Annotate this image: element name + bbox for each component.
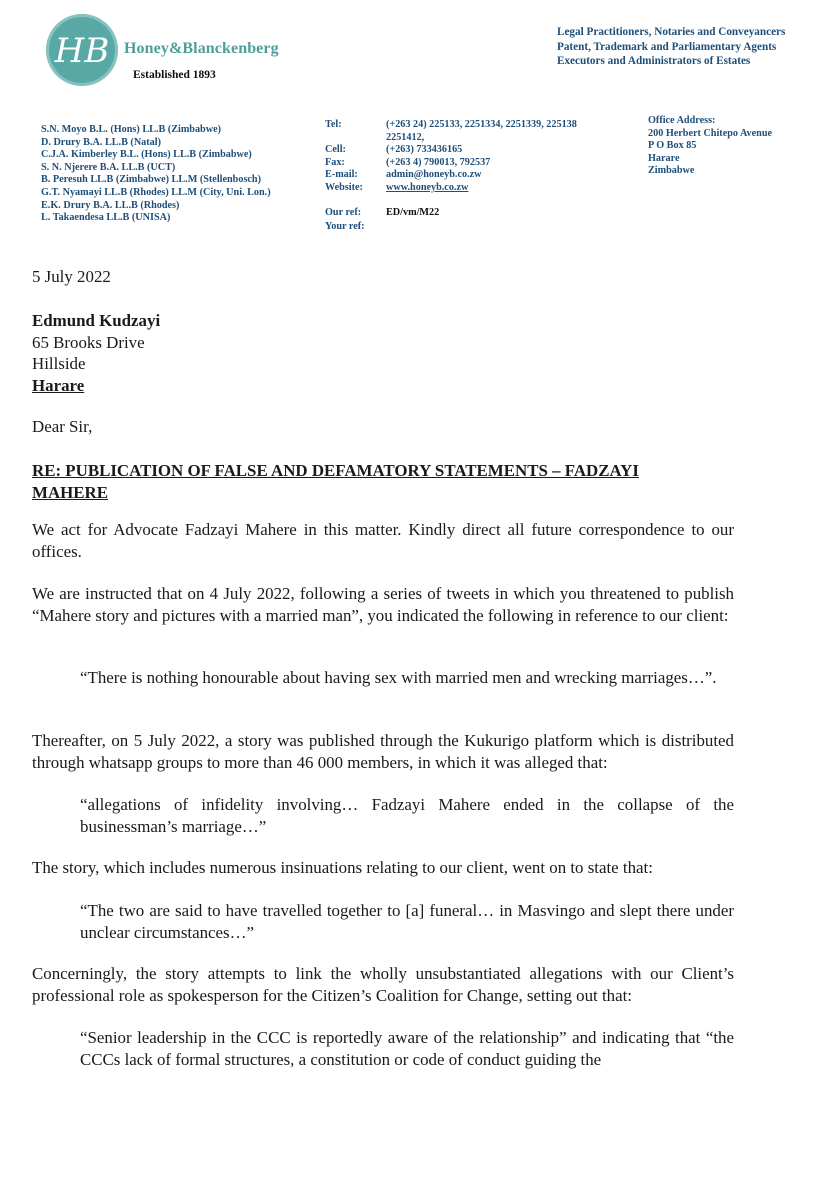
website-link[interactable]: www.honeyb.co.zw: [386, 181, 469, 193]
partner-name: G.T. Nyamayi LL.B (Rhodes) LL.M (City, Uni. Lon.): [41, 186, 271, 198]
practice-area-line: Legal Practitioners, Notaries and Conveyancers: [557, 26, 786, 38]
partner-name: L. Takaendesa LL.B (UNISA): [41, 212, 171, 224]
our-ref-label: Our ref:: [325, 207, 362, 219]
partner-name: S. N. Njerere B.A. LL.B (UCT): [41, 161, 176, 173]
tel-label: Tel:: [325, 119, 342, 130]
block-quote: “Senior leadership in the CCC is reportedly aware of the relationship” and indicating that “the CCCs lack of formal structures, a constitution or code of conduct guiding the: [80, 1028, 734, 1069]
recipient-address: Hillside: [32, 354, 86, 373]
spacer: [325, 195, 365, 208]
salutation: Dear Sir,: [32, 417, 93, 436]
website-label: Website:: [325, 181, 363, 193]
letter-date: 5 July 2022: [32, 267, 111, 286]
cell-label: Cell:: [325, 144, 346, 156]
logo-monogram-text: HB: [54, 31, 110, 71]
email-address[interactable]: admin@honeyb.co.zw: [386, 169, 482, 181]
office-address-line: 200 Herbert Chitepo Avenue: [648, 127, 773, 139]
established-year: Established 1893: [133, 69, 216, 81]
paragraph: We act for Advocate Fadzayi Mahere in this matter. Kindly direct all future correspondence to our offices.: [32, 520, 734, 561]
subject-line: MAHERE: [32, 482, 109, 502]
email-label: E-mail:: [325, 169, 358, 181]
your-ref-label: Your ref:: [325, 221, 365, 233]
partner-name: S.N. Moyo B.L. (Hons) LL.B (Zimbabwe): [41, 124, 221, 135]
practice-area-line: Patent, Trademark and Parliamentary Agents: [557, 40, 777, 53]
paragraph: The story, which includes numerous insinuations relating to our client, went on to state that:: [32, 858, 653, 877]
spacer: [386, 195, 608, 208]
office-address-line: Harare: [648, 152, 680, 164]
cell-number: (+263) 733436165: [386, 144, 463, 156]
block-quote: “allegations of infidelity involving… Fadzayi Mahere ended in the collapse of the businessman’s marriage…”: [80, 795, 734, 836]
practice-area-line: Executors and Administrators of Estates: [557, 55, 751, 67]
fax-number: (+263 4) 790013, 792537: [386, 156, 491, 168]
block-quote: “There is nothing honourable about having sex with married men and wrecking marriages…”.: [80, 668, 717, 687]
our-ref-value: ED/vm/M22: [386, 207, 440, 219]
partner-name: E.K. Drury B.A. LL.B (Rhodes): [41, 199, 180, 211]
partner-name: D. Drury B.A. LL.B (Natal): [41, 136, 161, 148]
office-address: [648, 115, 772, 178]
partner-name: B. Peresuh LL.B (Zimbabwe) LL.M (Stellenbosch): [41, 174, 261, 186]
paragraph: Thereafter, on 5 July 2022, a story was published through the Kukurigo platform which is distributed through whatsapp groups to more than 46 000 members, in which it was alleged that:: [32, 731, 734, 772]
recipient-city: Harare: [32, 375, 85, 395]
contact-values: [386, 119, 608, 221]
contact-labels: [325, 119, 365, 234]
office-address-line: P O Box 85: [648, 140, 697, 152]
office-address-label: Office Address:: [648, 115, 716, 126]
office-address-line: Zimbabwe: [648, 165, 695, 177]
recipient-address: 65 Brooks Drive: [32, 332, 145, 352]
recipient-name: Edmund Kudzayi: [32, 311, 161, 330]
block-quote: “The two are said to have travelled together to [a] funeral… in Masvingo and slept there under unclear circumstances…”: [80, 901, 734, 942]
firm-logo: [46, 14, 118, 86]
tel-numbers: (+263 24) 225133, 2251334, 2251339, 225138: [386, 119, 577, 130]
paragraph: Concerningly, the story attempts to link the wholly unsubstantiated allegations with our Client’s professional role as spokesperson for the Citizen’s Coalition for Change, setting out that:: [32, 964, 734, 1005]
partner-name: C.J.A. Kimberley B.L. (Hons) LL.B (Zimbabwe): [41, 149, 252, 161]
subject-heading: [32, 460, 734, 503]
partners-list: [41, 124, 271, 225]
tel-numbers-continued: 2251412,: [386, 131, 425, 143]
paragraph: We are instructed that on 4 July 2022, following a series of tweets in which you threatened to publish “Mahere story and pictures with a married man”, you indicated the following in reference to our client:: [32, 584, 734, 625]
practice-areas: [557, 25, 819, 69]
fax-label: Fax:: [325, 156, 345, 168]
firm-name: Honey&Blanckenberg: [124, 40, 279, 57]
recipient-block: [32, 310, 734, 396]
spacer: [325, 132, 365, 145]
subject-line: RE: PUBLICATION OF FALSE AND DEFAMATORY STATEMENTS – FADZAYI: [32, 461, 639, 480]
logo-monogram-icon: [46, 14, 118, 86]
